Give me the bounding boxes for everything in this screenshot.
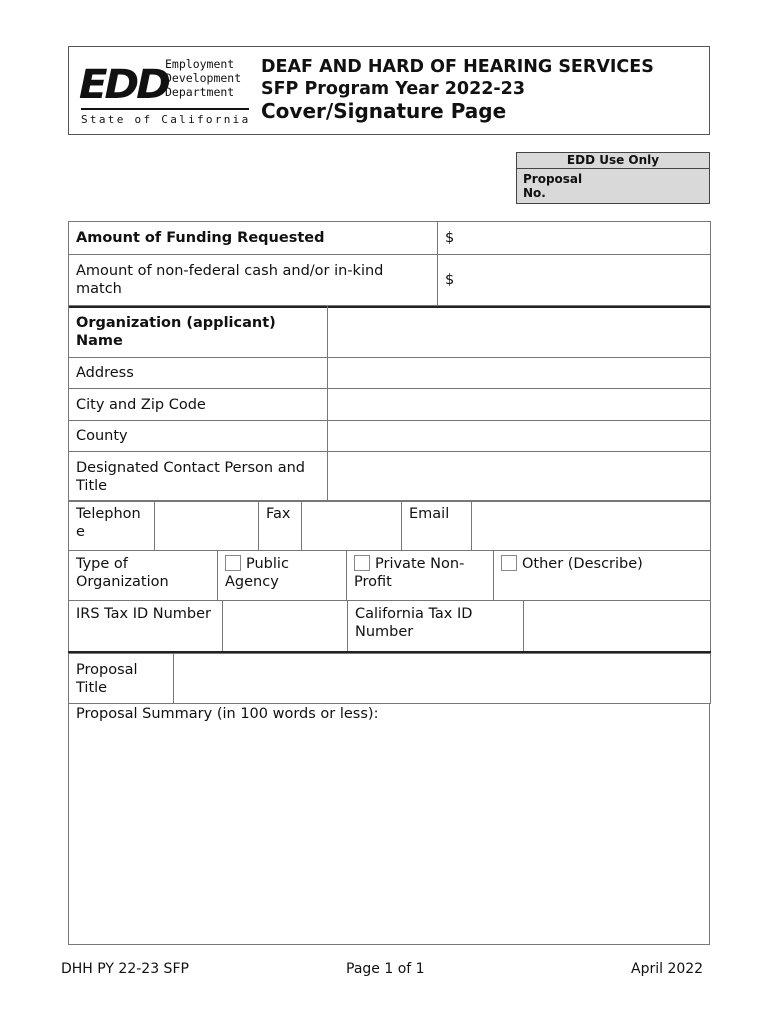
- contact-row-table: [68, 500, 711, 551]
- logo-line-employment: Employment: [165, 57, 235, 71]
- match-field[interactable]: $: [438, 255, 711, 307]
- org-name-field[interactable]: [328, 306, 711, 358]
- logo-line-development: Development: [165, 71, 242, 85]
- proposal-summary-field[interactable]: [68, 703, 710, 945]
- funding-requested-label: Amount of Funding Requested: [69, 222, 438, 255]
- org-type-table: [68, 550, 711, 601]
- email-label: Email: [402, 501, 472, 551]
- tax-id-table: [68, 600, 711, 654]
- county-field[interactable]: [328, 421, 711, 452]
- org-name-label: Organization (applicant) Name: [69, 306, 328, 358]
- proposal-number-label: Proposal No.: [523, 172, 583, 200]
- public-agency-label: Public Agency: [225, 556, 289, 590]
- address-label: Address: [69, 358, 328, 389]
- ca-tax-id-field[interactable]: [524, 601, 711, 653]
- funding-requested-field[interactable]: $: [438, 222, 711, 255]
- form-title-year: SFP Program Year 2022-23: [261, 79, 526, 99]
- option-public-agency[interactable]: [218, 551, 347, 601]
- other-label: Other (Describe): [522, 556, 643, 572]
- proposal-title-table: [68, 653, 711, 704]
- city-zip-label: City and Zip Code: [69, 389, 328, 421]
- telephone-field[interactable]: [155, 501, 259, 551]
- public-agency-checkbox[interactable]: [225, 555, 241, 571]
- footer-date: April 2022: [631, 961, 704, 977]
- contact-person-label: Designated Contact Person and Title: [69, 452, 328, 502]
- form-title-page: Cover/Signature Page: [261, 99, 507, 123]
- fax-label: Fax: [259, 501, 302, 551]
- logo-rule: [81, 108, 249, 110]
- proposal-summary-label: Proposal Summary (in 100 words or less):: [76, 706, 379, 722]
- private-nonprofit-checkbox[interactable]: [354, 555, 370, 571]
- form-title-program: DEAF AND HARD OF HEARING SERVICES: [261, 57, 654, 77]
- footer-page-number: Page 1 of 1: [346, 961, 425, 977]
- proposal-title-label: Proposal Title: [69, 654, 174, 704]
- irs-tax-id-label: IRS Tax ID Number: [69, 601, 223, 653]
- irs-tax-id-field[interactable]: [223, 601, 348, 653]
- edd-logo-mark: EDD: [78, 62, 168, 108]
- logo-line-department: Department: [165, 85, 235, 99]
- organization-table: [68, 305, 711, 502]
- email-field[interactable]: [472, 501, 711, 551]
- option-private-nonprofit[interactable]: [347, 551, 494, 601]
- funding-table: [68, 221, 711, 308]
- fax-field[interactable]: [302, 501, 402, 551]
- telephone-label: Telephone: [69, 501, 155, 551]
- form-header: [68, 46, 710, 135]
- footer-form-id: DHH PY 22-23 SFP: [61, 961, 189, 977]
- county-label: County: [69, 421, 328, 452]
- ca-tax-id-label: California Tax ID Number: [348, 601, 524, 653]
- edd-logo: [78, 55, 251, 127]
- city-zip-field[interactable]: [328, 389, 711, 421]
- org-type-label: Type of Organization: [69, 551, 218, 601]
- address-field[interactable]: [328, 358, 711, 389]
- private-nonprofit-label: Private Non-Profit: [354, 556, 465, 590]
- option-other[interactable]: [494, 551, 711, 601]
- match-label: Amount of non-federal cash and/or in-kind match: [69, 255, 438, 307]
- proposal-title-field[interactable]: [174, 654, 711, 704]
- edd-use-only-heading: EDD Use Only: [517, 153, 709, 169]
- edd-use-only-box: [516, 152, 710, 204]
- contact-person-field[interactable]: [328, 452, 711, 502]
- other-checkbox[interactable]: [501, 555, 517, 571]
- logo-state-of-california: State of California: [81, 113, 251, 126]
